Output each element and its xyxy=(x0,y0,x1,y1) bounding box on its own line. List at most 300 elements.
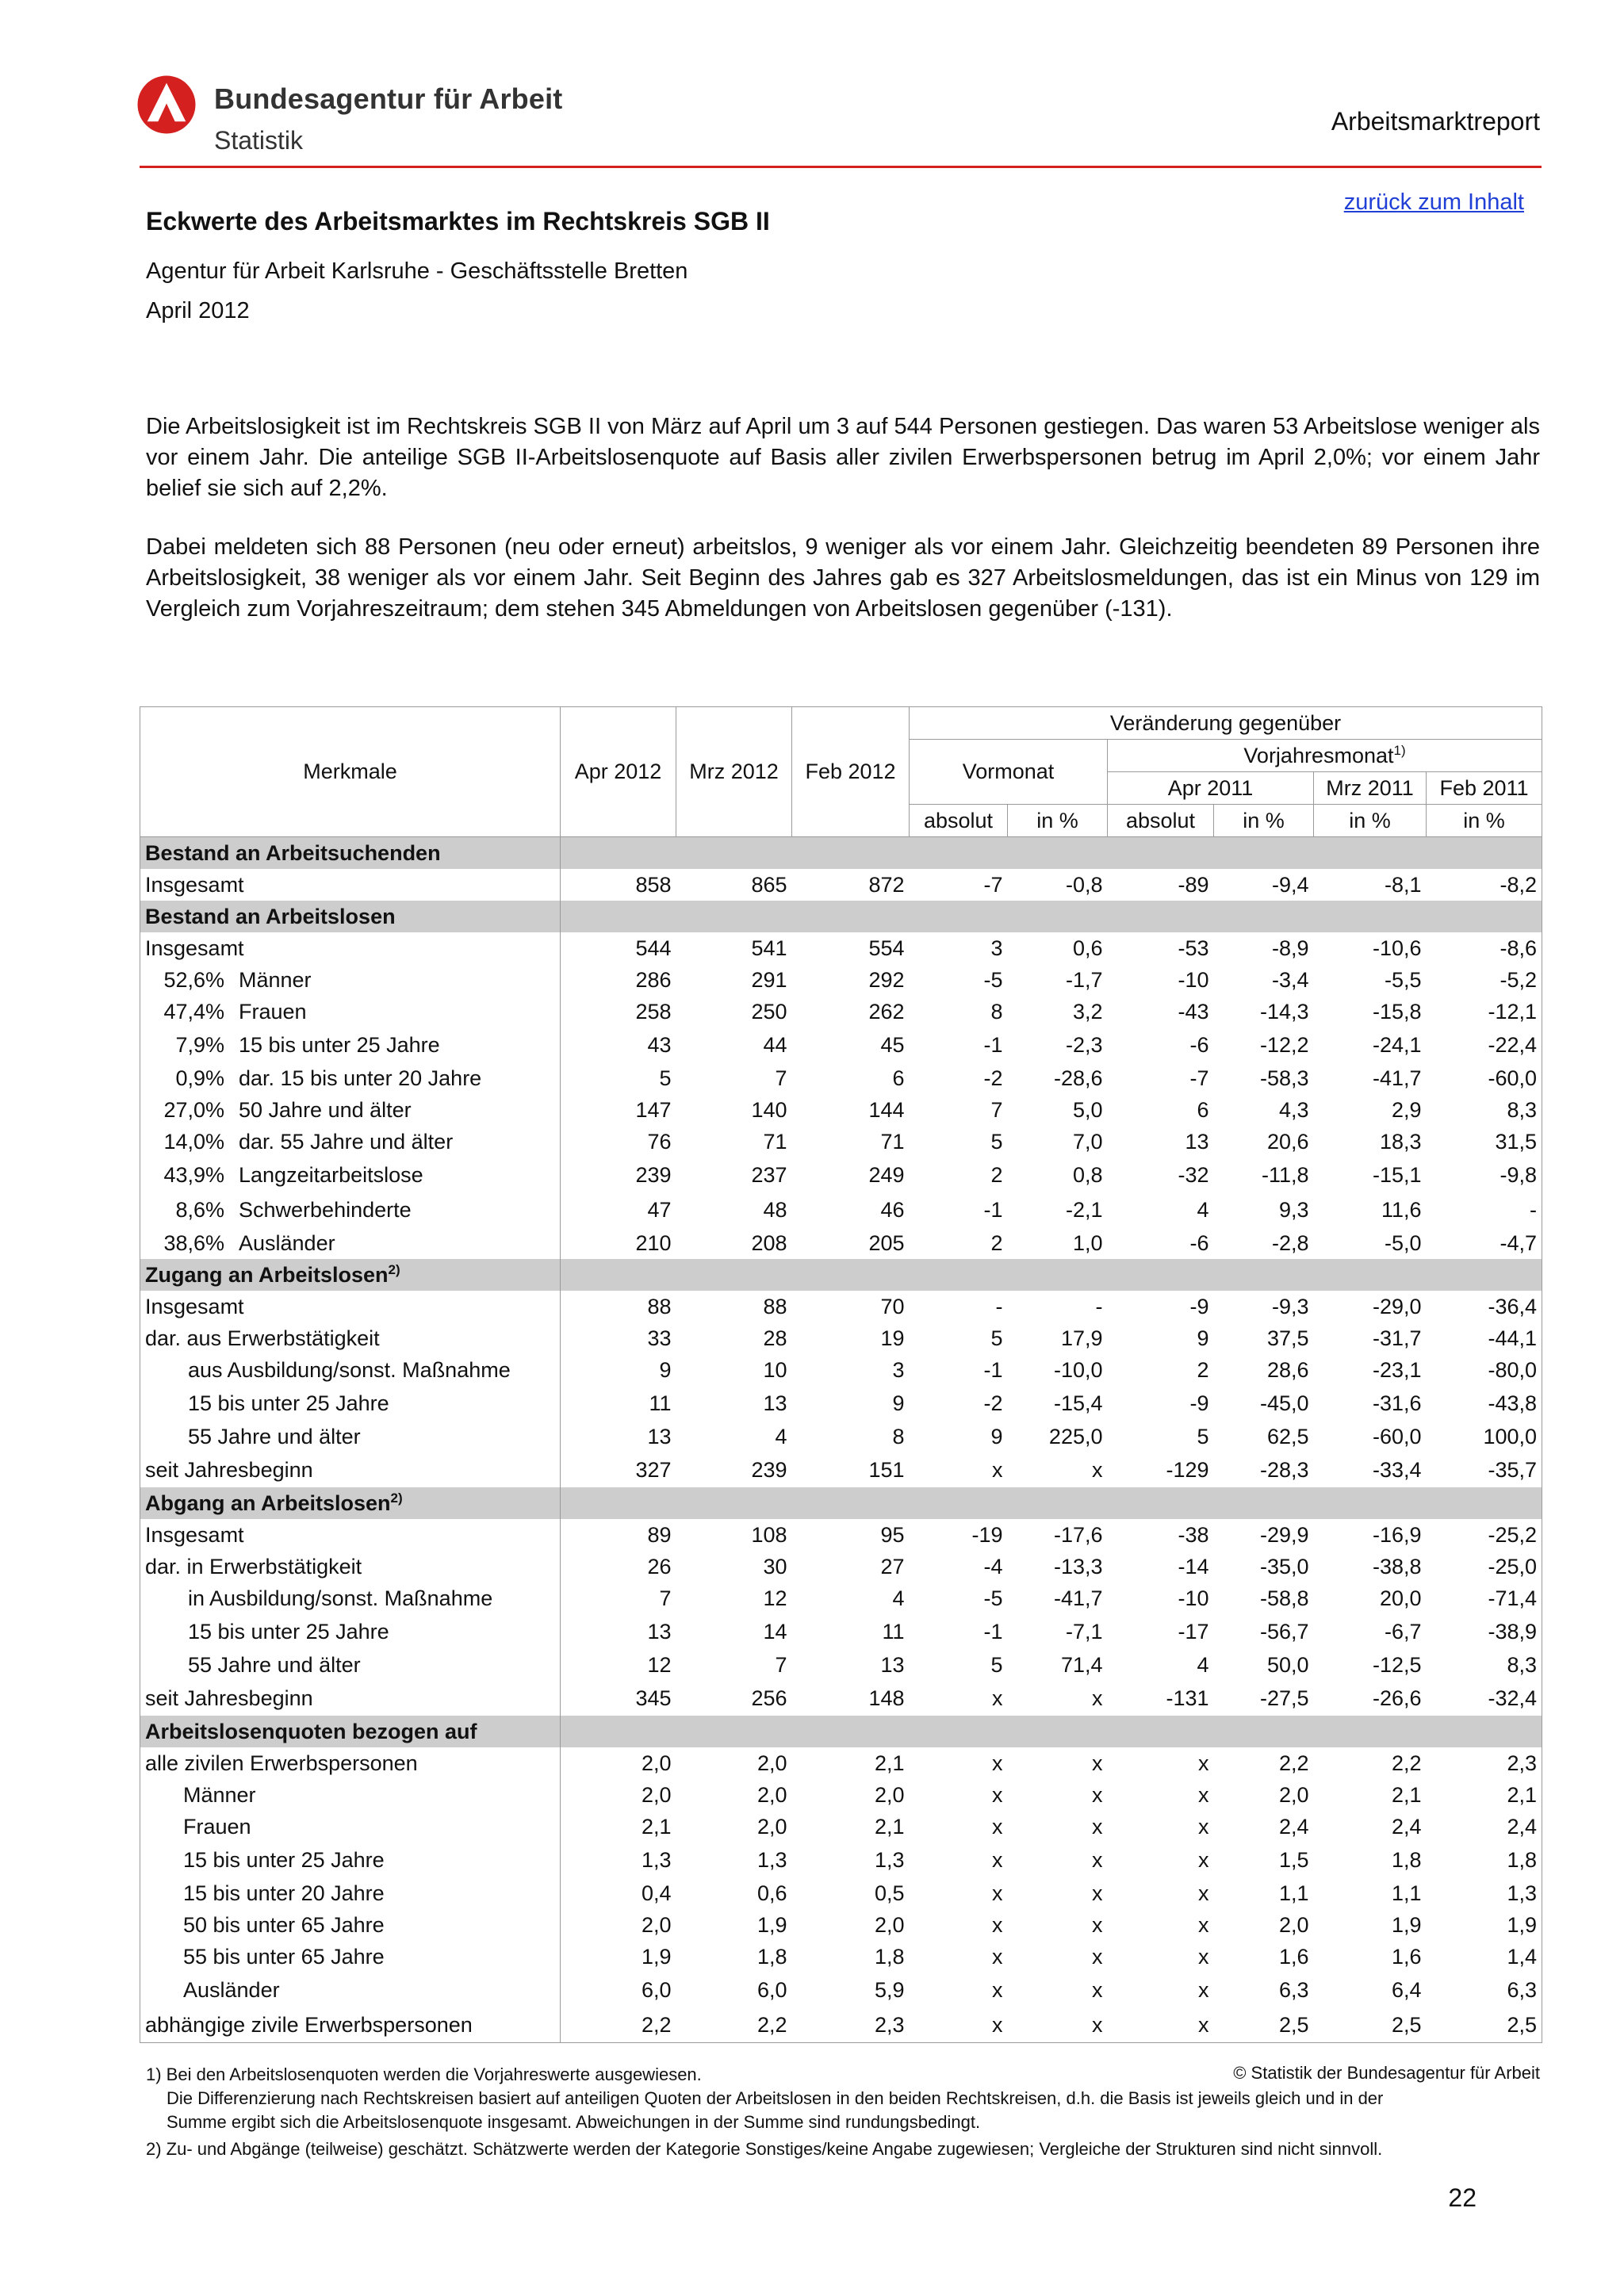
row-label xyxy=(145,1326,555,1351)
value-cell: 291 xyxy=(751,967,787,992)
period-subtitle: April 2012 xyxy=(146,298,250,323)
value-cell: x xyxy=(992,1944,1003,1969)
value-cell: x xyxy=(1092,1912,1103,1937)
row-label-cell xyxy=(140,1877,561,1909)
row-label-cell xyxy=(140,1582,561,1614)
table-row xyxy=(140,1158,1542,1192)
value-cell: -1 xyxy=(983,1357,1003,1382)
value-cell: 6,0 xyxy=(561,1973,676,2007)
value-cell: x xyxy=(1198,1847,1209,1872)
value-cell: 19 xyxy=(880,1326,905,1350)
row-label-cell xyxy=(140,1126,561,1158)
value-cell: 210 xyxy=(561,1227,676,1259)
row-label-text: Insgesamt xyxy=(145,1294,244,1318)
footnote-marker: 1) xyxy=(1393,743,1406,758)
value-cell: 147 xyxy=(561,1094,676,1126)
value-cell: -5 xyxy=(983,1586,1003,1610)
value-cell: 10 xyxy=(763,1357,787,1382)
table-row xyxy=(140,1582,1542,1614)
value-cell: -7 xyxy=(1189,1066,1209,1090)
value-cell: -35,0 xyxy=(1259,1554,1309,1578)
value-cell: 1,9 xyxy=(1391,1912,1422,1937)
section-filler xyxy=(561,1716,1542,1747)
section-filler xyxy=(561,1487,1542,1519)
table-row xyxy=(140,1843,1542,1877)
value-cell: x xyxy=(1092,1782,1103,1807)
value-cell: 258 xyxy=(561,996,676,1027)
value-cell: 50,0 xyxy=(1266,1652,1309,1677)
table-row xyxy=(140,1877,1542,1909)
row-share-pct: 14,0% xyxy=(163,1129,224,1154)
header-in-pct: in % xyxy=(1314,805,1427,837)
value-cell: 2 xyxy=(1197,1357,1209,1382)
value-cell: -58,3 xyxy=(1259,1066,1309,1090)
header-absolut: absolut xyxy=(910,805,1008,837)
header-in-pct: in % xyxy=(1008,805,1108,837)
row-label-cell xyxy=(140,1909,561,1941)
value-cell: 237 xyxy=(751,1162,787,1187)
row-label xyxy=(183,1978,555,2003)
value-cell: -60,0 xyxy=(1372,1424,1422,1448)
row-label-cell xyxy=(140,1519,561,1551)
value-cell: 2,1 xyxy=(874,1814,905,1839)
row-label-text: 50 bis unter 65 Jahre xyxy=(183,1912,385,1937)
value-cell: 1,3 xyxy=(561,1843,676,1877)
agency-subtitle: Agentur für Arbeit Karlsruhe - Geschäftsstelle Bretten xyxy=(146,258,688,284)
row-label xyxy=(145,968,555,993)
row-label xyxy=(183,1881,555,1906)
table-row xyxy=(140,932,1542,964)
value-cell: 3 xyxy=(990,936,1003,960)
value-cell: 262 xyxy=(868,999,905,1024)
value-cell: 1,8 xyxy=(1391,1847,1422,1872)
value-cell: x xyxy=(992,1782,1003,1807)
value-cell: -41,7 xyxy=(1053,1586,1103,1610)
value-cell: -38,9 xyxy=(1427,1614,1542,1649)
row-label xyxy=(183,1783,555,1808)
row-label-cell xyxy=(140,1811,561,1843)
value-cell: 239 xyxy=(751,1457,787,1482)
value-cell: x xyxy=(1198,1944,1209,1969)
section-header-row xyxy=(140,1487,1542,1519)
value-cell: -32 xyxy=(1178,1162,1209,1187)
section-filler xyxy=(561,837,1542,870)
value-cell: -4 xyxy=(983,1554,1003,1578)
row-label xyxy=(145,1066,555,1091)
header-feb2011: Feb 2011 xyxy=(1427,772,1542,805)
row-label xyxy=(145,1523,555,1548)
value-cell: 205 xyxy=(868,1230,905,1255)
org-name: Bundesagentur für Arbeit xyxy=(214,82,563,115)
value-cell: - xyxy=(1095,1294,1103,1318)
value-cell: 148 xyxy=(868,1686,905,1710)
row-label xyxy=(145,1098,555,1123)
value-cell: 4 xyxy=(1197,1652,1209,1677)
value-cell: 7 xyxy=(990,1097,1003,1122)
value-cell: -9 xyxy=(1189,1391,1209,1415)
value-cell: -6,7 xyxy=(1384,1619,1422,1644)
value-cell: 9 xyxy=(990,1424,1003,1448)
value-cell: 2,1 xyxy=(1391,1782,1422,1807)
value-cell: 47 xyxy=(561,1192,676,1227)
footnote-marker: 2) xyxy=(388,1262,400,1277)
row-label-cell xyxy=(140,1291,561,1322)
value-cell: 5 xyxy=(990,1326,1003,1350)
row-label-cell xyxy=(140,1843,561,1877)
header-merkmale: Merkmale xyxy=(140,707,561,837)
footnote-marker: 2) xyxy=(390,1490,403,1506)
value-cell: 2,3 xyxy=(1427,1747,1542,1779)
value-cell: 18,3 xyxy=(1379,1129,1422,1154)
value-cell: x xyxy=(1108,2007,1214,2043)
value-cell: 1,6 xyxy=(1391,1944,1422,1969)
value-cell: 4,3 xyxy=(1278,1097,1309,1122)
row-label-text: Insgesamt xyxy=(145,936,244,960)
value-cell: 20,0 xyxy=(1379,1586,1422,1610)
value-cell: -38,8 xyxy=(1372,1554,1422,1578)
table-row xyxy=(140,964,1542,996)
value-cell: 1,4 xyxy=(1427,1941,1542,1973)
value-cell: -19 xyxy=(971,1522,1003,1547)
value-cell: x xyxy=(992,1686,1003,1710)
section-title xyxy=(140,1716,561,1747)
footnote-1-continued: Die Differenzierung nach Rechtskreisen basiert auf anteiligen Quoten der Arbeitslosen in den beiden Rechtskreisen, d.h. die Basis ist jeweils gleich und in der xyxy=(167,2088,1384,2108)
value-cell: 6,3 xyxy=(1278,1977,1309,2002)
value-cell: 6,3 xyxy=(1427,1973,1542,2007)
table-row xyxy=(140,1811,1542,1843)
value-cell: 2,4 xyxy=(1391,1814,1422,1839)
row-label-cell xyxy=(140,1421,561,1452)
value-cell: -2,1 xyxy=(1065,1197,1103,1222)
value-cell: -15,8 xyxy=(1372,999,1422,1024)
row-label-text: seit Jahresbeginn xyxy=(145,1457,313,1482)
value-cell: 7 xyxy=(561,1582,676,1614)
value-cell: -14,3 xyxy=(1259,999,1309,1024)
value-cell: 5 xyxy=(1197,1424,1209,1448)
table-row xyxy=(140,869,1542,901)
section-filler xyxy=(561,1259,1542,1291)
value-cell: x xyxy=(1092,1814,1103,1839)
table-row xyxy=(140,1452,1542,1487)
bundesagentur-logo-icon xyxy=(136,75,197,135)
row-label-text: 50 Jahre und älter xyxy=(239,1097,412,1122)
row-label-text: Männer xyxy=(239,967,312,992)
value-cell: -27,5 xyxy=(1259,1686,1309,1710)
page-title: Eckwerte des Arbeitsmarktes im Rechtskreis SGB II xyxy=(146,207,770,235)
table-row xyxy=(140,1779,1542,1811)
value-cell: -53 xyxy=(1178,936,1209,960)
value-cell: -15,4 xyxy=(1053,1391,1103,1415)
value-cell: -2 xyxy=(983,1391,1003,1415)
table-row xyxy=(140,1386,1542,1421)
header-feb2012: Feb 2012 xyxy=(792,707,910,837)
value-cell: -44,1 xyxy=(1427,1322,1542,1354)
value-cell: -25,0 xyxy=(1427,1551,1542,1582)
value-cell: -16,9 xyxy=(1372,1522,1422,1547)
row-label-text: Insgesamt xyxy=(145,872,244,897)
value-cell: 1,8 xyxy=(756,1944,787,1969)
value-cell: 48 xyxy=(763,1197,787,1222)
page-number: 22 xyxy=(1448,2183,1477,2212)
row-label-cell xyxy=(140,1747,561,1779)
value-cell: 2,3 xyxy=(792,2007,910,2043)
value-cell: -25,2 xyxy=(1427,1519,1542,1551)
value-cell: -33,4 xyxy=(1372,1457,1422,1482)
summary-paragraph-1: Die Arbeitslosigkeit ist im Rechtskreis SGB II von März auf April um 3 auf 544 Personen gestiegen. Das waren 53 Arbeitslose weniger als vor einem Jahr. Die anteilige SGB II-Arbeitslosenquote auf Basis aller zivilen Erwerbspersonen betrug im April 2,0%; vor einem Jahr belief sie sich auf 2,2%. xyxy=(146,414,1540,501)
value-cell: -31,6 xyxy=(1372,1391,1422,1415)
value-cell: x xyxy=(1092,1457,1103,1482)
value-cell: -17 xyxy=(1178,1619,1209,1644)
row-label-cell xyxy=(140,1681,561,1716)
report-title: Arbeitsmarktreport xyxy=(1331,107,1540,136)
value-cell: 3 xyxy=(892,1357,905,1382)
value-cell: 1,8 xyxy=(1427,1843,1542,1877)
table-row xyxy=(140,1681,1542,1716)
value-cell: 292 xyxy=(868,967,905,992)
value-cell: -9 xyxy=(1189,1294,1209,1318)
header-apr2012: Apr 2012 xyxy=(561,707,676,837)
value-cell: 872 xyxy=(868,872,905,897)
row-label xyxy=(188,1391,555,1416)
summary-paragraph-2: Dabei meldeten sich 88 Personen (neu oder erneut) arbeitslos, 9 weniger als vor einem Jahr. Gleichzeitig beendeten 89 Personen ihre Arbeitslosigkeit, 38 weniger als vor einem Jahr. Seit Beginn des Jahres gab es 327 Arbeitslosmeldungen, das ist ein Minus von 129 im Vergleich zum Vorjahreszeitraum; dem stehen 345 Abmeldungen von Arbeitslosen gegenüber (-131). xyxy=(146,534,1540,622)
row-share-pct: 47,4% xyxy=(163,999,224,1024)
value-cell: -3,4 xyxy=(1271,967,1309,992)
value-cell: -12,2 xyxy=(1259,1032,1309,1057)
value-cell: 2,4 xyxy=(1427,1811,1542,1843)
section-title-text: Bestand an Arbeitsuchenden xyxy=(145,840,441,865)
row-label xyxy=(145,1198,555,1223)
value-cell: x xyxy=(1198,1751,1209,1775)
value-cell: -129 xyxy=(1166,1457,1209,1482)
value-cell: -43,8 xyxy=(1427,1386,1542,1421)
value-cell: 88 xyxy=(763,1294,787,1318)
row-label-cell xyxy=(140,1322,561,1354)
row-label xyxy=(145,1231,555,1256)
table-row xyxy=(140,2007,1542,2043)
row-label-text: 15 bis unter 25 Jahre xyxy=(188,1391,389,1415)
value-cell: -8,6 xyxy=(1427,932,1542,964)
row-label-text: 55 Jahre und älter xyxy=(188,1652,361,1677)
section-title xyxy=(140,1487,561,1519)
value-cell: 9 xyxy=(892,1391,905,1415)
section-header-row xyxy=(140,837,1542,870)
row-label xyxy=(145,1000,555,1024)
value-cell: -22,4 xyxy=(1427,1027,1542,1062)
header-vormonat: Vormonat xyxy=(910,740,1108,805)
value-cell: 28 xyxy=(763,1326,787,1350)
value-cell: 2,2 xyxy=(1391,1751,1422,1775)
value-cell: 71 xyxy=(880,1129,905,1154)
value-cell: 2 xyxy=(990,1230,1003,1255)
value-cell: -5,2 xyxy=(1427,964,1542,996)
value-cell: -8,2 xyxy=(1427,869,1542,901)
row-share-pct: 38,6% xyxy=(163,1230,224,1255)
value-cell: 865 xyxy=(751,872,787,897)
value-cell: 9,3 xyxy=(1278,1197,1309,1222)
row-label-cell xyxy=(140,1027,561,1062)
value-cell: 3,2 xyxy=(1072,999,1103,1024)
row-share-pct: 0,9% xyxy=(175,1066,224,1090)
row-label-text: alle zivilen Erwerbspersonen xyxy=(145,1751,418,1775)
table-row xyxy=(140,1519,1542,1551)
value-cell: -58,8 xyxy=(1259,1586,1309,1610)
value-cell: x xyxy=(1092,1977,1103,2002)
value-cell: 46 xyxy=(880,1197,905,1222)
row-label xyxy=(183,1945,555,1969)
value-cell: -56,7 xyxy=(1259,1619,1309,1644)
value-cell: -10 xyxy=(1178,1586,1209,1610)
value-cell: 1,9 xyxy=(561,1941,676,1973)
value-cell: 28,6 xyxy=(1266,1357,1309,1382)
value-cell: -26,6 xyxy=(1372,1686,1422,1710)
value-cell: 1,9 xyxy=(1427,1909,1542,1941)
value-cell: - xyxy=(1427,1192,1542,1227)
value-cell: -6 xyxy=(1189,1032,1209,1057)
header-mrz2012: Mrz 2012 xyxy=(676,707,792,837)
value-cell: 2,2 xyxy=(1278,1751,1309,1775)
row-label-text: 55 Jahre und älter xyxy=(188,1424,361,1448)
value-cell: 2,0 xyxy=(561,1909,676,1941)
row-label-text: in Ausbildung/sonst. Maßnahme xyxy=(188,1586,493,1610)
section-header-row xyxy=(140,1259,1542,1291)
row-label-cell xyxy=(140,932,561,964)
value-cell: 544 xyxy=(561,932,676,964)
value-cell: 2,0 xyxy=(874,1912,905,1937)
value-cell: x xyxy=(1008,2007,1108,2043)
value-cell: -80,0 xyxy=(1427,1354,1542,1386)
value-cell: -1,7 xyxy=(1065,967,1103,992)
row-label-text: 15 bis unter 25 Jahre xyxy=(188,1619,389,1644)
value-cell: 140 xyxy=(751,1097,787,1122)
value-cell: 2,0 xyxy=(756,1782,787,1807)
value-cell: -41,7 xyxy=(1372,1066,1422,1090)
table-row xyxy=(140,1027,1542,1062)
value-cell: 13 xyxy=(880,1652,905,1677)
table-row xyxy=(140,1291,1542,1322)
value-cell: 4 xyxy=(1197,1197,1209,1222)
value-cell: 2,5 xyxy=(1427,2007,1542,2043)
row-label-cell xyxy=(140,1614,561,1649)
value-cell: -2,8 xyxy=(1271,1230,1309,1255)
value-cell: -9,8 xyxy=(1427,1158,1542,1192)
value-cell: x xyxy=(1198,1814,1209,1839)
value-cell: 2,2 xyxy=(561,2007,676,2043)
value-cell: 13 xyxy=(561,1421,676,1452)
value-cell: 71 xyxy=(763,1129,787,1154)
table-row xyxy=(140,1227,1542,1259)
value-cell: 27 xyxy=(880,1554,905,1578)
value-cell: 5,0 xyxy=(1072,1097,1103,1122)
value-cell: 44 xyxy=(763,1032,787,1057)
value-cell: x xyxy=(1092,1686,1103,1710)
row-label-cell xyxy=(140,1158,561,1192)
section-title-text: Abgang an Arbeitslosen xyxy=(145,1491,391,1515)
value-cell: -28,6 xyxy=(1053,1066,1103,1090)
header-in-pct: in % xyxy=(1214,805,1314,837)
row-label xyxy=(145,936,555,961)
value-cell: x xyxy=(1092,1944,1103,1969)
value-cell: 2,2 xyxy=(676,2007,792,2043)
row-label-text: Insgesamt xyxy=(145,1522,244,1547)
value-cell: 1,5 xyxy=(1278,1847,1309,1872)
row-label xyxy=(183,1913,555,1938)
row-label-text: dar. in Erwerbstätigkeit xyxy=(145,1554,362,1578)
row-label-cell xyxy=(140,1354,561,1386)
section-title-text: Zugang an Arbeitslosen xyxy=(145,1263,389,1287)
table-row xyxy=(140,1941,1542,1973)
value-cell: -15,1 xyxy=(1372,1162,1422,1187)
value-cell: 12 xyxy=(561,1649,676,1681)
value-cell: x xyxy=(992,1881,1003,1905)
value-cell: 12 xyxy=(763,1586,787,1610)
section-title-text: Bestand an Arbeitslosen xyxy=(145,904,396,928)
row-label-cell xyxy=(140,1973,561,2007)
row-label xyxy=(145,873,555,897)
value-cell: 100,0 xyxy=(1427,1421,1542,1452)
value-cell: 1,3 xyxy=(874,1847,905,1872)
row-label-text: 15 bis unter 20 Jahre xyxy=(183,1881,385,1905)
value-cell: 541 xyxy=(751,936,787,960)
value-cell: 1,1 xyxy=(1278,1881,1309,1905)
value-cell: 37,5 xyxy=(1266,1326,1309,1350)
table-row xyxy=(140,1747,1542,1779)
value-cell: -7 xyxy=(983,872,1003,897)
value-cell: 2,1 xyxy=(1427,1779,1542,1811)
value-cell: 62,5 xyxy=(1266,1424,1309,1448)
row-label xyxy=(188,1358,555,1383)
value-cell: 1,9 xyxy=(756,1912,787,1937)
value-cell: -1 xyxy=(983,1197,1003,1222)
value-cell: -45,0 xyxy=(1259,1391,1309,1415)
value-cell: 95 xyxy=(880,1522,905,1547)
value-cell: 2,9 xyxy=(1391,1097,1422,1122)
value-cell: 6 xyxy=(1197,1097,1209,1122)
value-cell: 2,0 xyxy=(756,1814,787,1839)
value-cell: -10,6 xyxy=(1372,936,1422,960)
back-to-contents-link[interactable]: zurück zum Inhalt xyxy=(1343,189,1524,215)
value-cell: 5 xyxy=(561,1062,676,1094)
value-cell: -23,1 xyxy=(1372,1357,1422,1382)
value-cell: 208 xyxy=(751,1230,787,1255)
value-cell: 2,1 xyxy=(874,1751,905,1775)
value-cell: x xyxy=(1092,1881,1103,1905)
value-cell: 225,0 xyxy=(1048,1424,1103,1448)
value-cell: 89 xyxy=(561,1519,676,1551)
value-cell: 76 xyxy=(561,1126,676,1158)
row-label-cell xyxy=(140,1094,561,1126)
value-cell: 31,5 xyxy=(1427,1126,1542,1158)
value-cell: 2,0 xyxy=(1278,1782,1309,1807)
table-row xyxy=(140,1909,1542,1941)
row-label-text: Schwerbehinderte xyxy=(239,1197,412,1222)
labour-market-table xyxy=(140,706,1542,2043)
value-cell: - xyxy=(995,1294,1003,1318)
row-label xyxy=(183,1815,555,1839)
row-label-cell xyxy=(140,996,561,1027)
value-cell: x xyxy=(992,1977,1003,2002)
row-label-cell xyxy=(140,964,561,996)
section-title-text: Arbeitslosenquoten bezogen auf xyxy=(145,1719,477,1743)
value-cell: 2,1 xyxy=(561,1811,676,1843)
row-label-cell xyxy=(140,1062,561,1094)
row-label xyxy=(145,1033,555,1058)
value-cell: -7,1 xyxy=(1065,1619,1103,1644)
value-cell: x xyxy=(992,1751,1003,1775)
table-row xyxy=(140,1192,1542,1227)
value-cell: x xyxy=(910,2007,1008,2043)
row-label-text: 15 bis unter 25 Jahre xyxy=(239,1032,440,1057)
value-cell: -2,3 xyxy=(1065,1032,1103,1057)
